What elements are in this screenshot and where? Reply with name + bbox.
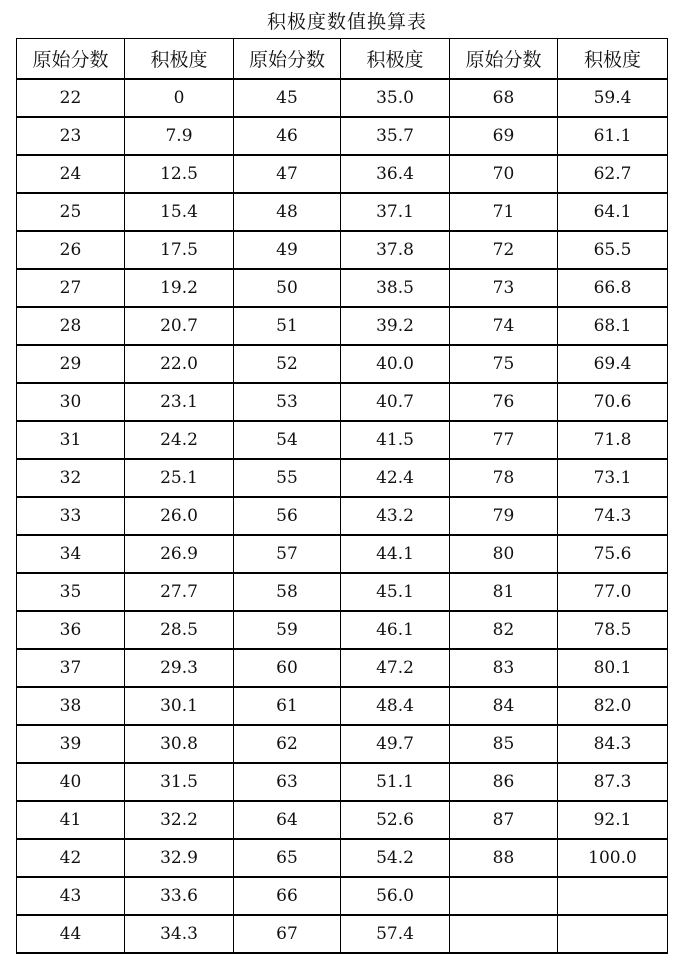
positivity-cell: 68.1 (558, 307, 668, 345)
header-raw-score-3: 原始分数 (450, 39, 558, 80)
raw-score-cell: 85 (450, 725, 558, 763)
raw-score-cell: 76 (450, 383, 558, 421)
table-row (17, 383, 668, 421)
raw-score-cell: 54 (234, 421, 341, 459)
positivity-cell: 23.1 (125, 383, 234, 421)
header-positivity-1: 积极度 (125, 39, 234, 80)
raw-score-cell: 75 (450, 345, 558, 383)
positivity-cell: 28.5 (125, 611, 234, 649)
positivity-cell: 48.4 (341, 687, 450, 725)
table-row (17, 459, 668, 497)
raw-score-cell: 42 (17, 839, 125, 877)
positivity-cell: 57.4 (341, 915, 450, 953)
raw-score-cell: 30 (17, 383, 125, 421)
raw-score-cell: 74 (450, 307, 558, 345)
raw-score-cell: 48 (234, 193, 341, 231)
positivity-cell: 35.7 (341, 117, 450, 155)
positivity-cell: 61.1 (558, 117, 668, 155)
raw-score-cell (450, 877, 558, 915)
positivity-cell: 34.3 (125, 915, 234, 953)
positivity-cell: 40.7 (341, 383, 450, 421)
raw-score-cell: 56 (234, 497, 341, 535)
header-positivity-2: 积极度 (341, 39, 450, 80)
raw-score-cell: 73 (450, 269, 558, 307)
conversion-table (16, 38, 668, 954)
positivity-cell: 52.6 (341, 801, 450, 839)
header-positivity-3: 积极度 (558, 39, 668, 80)
raw-score-cell: 72 (450, 231, 558, 269)
header-row (17, 39, 668, 80)
positivity-cell: 46.1 (341, 611, 450, 649)
header-raw-score-1: 原始分数 (17, 39, 125, 80)
raw-score-cell: 80 (450, 535, 558, 573)
raw-score-cell: 26 (17, 231, 125, 269)
positivity-cell: 37.8 (341, 231, 450, 269)
table-row (17, 535, 668, 573)
table-row (17, 117, 668, 155)
positivity-cell: 70.6 (558, 383, 668, 421)
raw-score-cell: 83 (450, 649, 558, 687)
raw-score-cell: 78 (450, 459, 558, 497)
positivity-cell: 30.8 (125, 725, 234, 763)
positivity-cell: 73.1 (558, 459, 668, 497)
positivity-cell: 75.6 (558, 535, 668, 573)
positivity-cell: 25.1 (125, 459, 234, 497)
raw-score-cell: 84 (450, 687, 558, 725)
positivity-cell: 30.1 (125, 687, 234, 725)
table-row (17, 231, 668, 269)
table-row (17, 307, 668, 345)
raw-score-cell: 38 (17, 687, 125, 725)
positivity-cell: 24.2 (125, 421, 234, 459)
positivity-cell: 42.4 (341, 459, 450, 497)
raw-score-cell: 40 (17, 763, 125, 801)
positivity-cell: 69.4 (558, 345, 668, 383)
positivity-cell: 66.8 (558, 269, 668, 307)
positivity-cell: 7.9 (125, 117, 234, 155)
positivity-cell: 17.5 (125, 231, 234, 269)
positivity-cell: 59.4 (558, 79, 668, 117)
positivity-cell: 43.2 (341, 497, 450, 535)
table-row (17, 345, 668, 383)
positivity-cell: 64.1 (558, 193, 668, 231)
raw-score-cell: 49 (234, 231, 341, 269)
positivity-cell: 71.8 (558, 421, 668, 459)
raw-score-cell: 24 (17, 155, 125, 193)
raw-score-cell: 27 (17, 269, 125, 307)
positivity-cell (558, 877, 668, 915)
table-row (17, 79, 668, 117)
table-row (17, 421, 668, 459)
raw-score-cell: 71 (450, 193, 558, 231)
positivity-cell: 0 (125, 79, 234, 117)
raw-score-cell: 61 (234, 687, 341, 725)
positivity-cell: 100.0 (558, 839, 668, 877)
raw-score-cell: 70 (450, 155, 558, 193)
raw-score-cell: 32 (17, 459, 125, 497)
table-row (17, 877, 668, 915)
positivity-cell: 65.5 (558, 231, 668, 269)
raw-score-cell: 53 (234, 383, 341, 421)
raw-score-cell: 25 (17, 193, 125, 231)
table-row (17, 269, 668, 307)
positivity-cell: 35.0 (341, 79, 450, 117)
positivity-cell: 12.5 (125, 155, 234, 193)
positivity-cell: 49.7 (341, 725, 450, 763)
positivity-cell: 82.0 (558, 687, 668, 725)
table-row (17, 915, 668, 953)
raw-score-cell: 64 (234, 801, 341, 839)
positivity-cell: 77.0 (558, 573, 668, 611)
raw-score-cell (450, 915, 558, 953)
raw-score-cell: 88 (450, 839, 558, 877)
raw-score-cell: 22 (17, 79, 125, 117)
raw-score-cell: 52 (234, 345, 341, 383)
raw-score-cell: 79 (450, 497, 558, 535)
raw-score-cell: 51 (234, 307, 341, 345)
positivity-cell: 80.1 (558, 649, 668, 687)
raw-score-cell: 43 (17, 877, 125, 915)
header-raw-score-2: 原始分数 (234, 39, 341, 80)
positivity-cell: 41.5 (341, 421, 450, 459)
raw-score-cell: 33 (17, 497, 125, 535)
raw-score-cell: 44 (17, 915, 125, 953)
positivity-cell: 47.2 (341, 649, 450, 687)
table-row (17, 497, 668, 535)
table-header (17, 39, 668, 80)
positivity-cell: 33.6 (125, 877, 234, 915)
raw-score-cell: 57 (234, 535, 341, 573)
raw-score-cell: 36 (17, 611, 125, 649)
raw-score-cell: 47 (234, 155, 341, 193)
positivity-cell: 45.1 (341, 573, 450, 611)
raw-score-cell: 23 (17, 117, 125, 155)
positivity-cell: 62.7 (558, 155, 668, 193)
raw-score-cell: 46 (234, 117, 341, 155)
raw-score-cell: 69 (450, 117, 558, 155)
raw-score-cell: 66 (234, 877, 341, 915)
positivity-cell: 32.9 (125, 839, 234, 877)
positivity-cell: 19.2 (125, 269, 234, 307)
raw-score-cell: 39 (17, 725, 125, 763)
raw-score-cell: 29 (17, 345, 125, 383)
positivity-cell: 39.2 (341, 307, 450, 345)
raw-score-cell: 60 (234, 649, 341, 687)
table-row (17, 155, 668, 193)
positivity-cell (558, 915, 668, 953)
table-row (17, 687, 668, 725)
raw-score-cell: 65 (234, 839, 341, 877)
table-row (17, 725, 668, 763)
raw-score-cell: 62 (234, 725, 341, 763)
positivity-cell: 26.0 (125, 497, 234, 535)
positivity-cell: 56.0 (341, 877, 450, 915)
raw-score-cell: 82 (450, 611, 558, 649)
positivity-cell: 44.1 (341, 535, 450, 573)
raw-score-cell: 31 (17, 421, 125, 459)
table-row (17, 573, 668, 611)
positivity-cell: 51.1 (341, 763, 450, 801)
raw-score-cell: 41 (17, 801, 125, 839)
table-row (17, 611, 668, 649)
positivity-cell: 36.4 (341, 155, 450, 193)
raw-score-cell: 87 (450, 801, 558, 839)
raw-score-cell: 67 (234, 915, 341, 953)
positivity-cell: 87.3 (558, 763, 668, 801)
table-body (17, 79, 668, 953)
table-row (17, 193, 668, 231)
positivity-cell: 27.7 (125, 573, 234, 611)
table-row (17, 763, 668, 801)
raw-score-cell: 55 (234, 459, 341, 497)
positivity-cell: 32.2 (125, 801, 234, 839)
positivity-cell: 37.1 (341, 193, 450, 231)
raw-score-cell: 63 (234, 763, 341, 801)
raw-score-cell: 81 (450, 573, 558, 611)
positivity-cell: 40.0 (341, 345, 450, 383)
table-row (17, 649, 668, 687)
positivity-cell: 20.7 (125, 307, 234, 345)
raw-score-cell: 28 (17, 307, 125, 345)
raw-score-cell: 35 (17, 573, 125, 611)
table-row (17, 839, 668, 877)
positivity-cell: 92.1 (558, 801, 668, 839)
positivity-cell: 15.4 (125, 193, 234, 231)
positivity-cell: 26.9 (125, 535, 234, 573)
raw-score-cell: 59 (234, 611, 341, 649)
positivity-cell: 54.2 (341, 839, 450, 877)
positivity-cell: 78.5 (558, 611, 668, 649)
raw-score-cell: 45 (234, 79, 341, 117)
raw-score-cell: 37 (17, 649, 125, 687)
positivity-cell: 31.5 (125, 763, 234, 801)
positivity-cell: 29.3 (125, 649, 234, 687)
positivity-cell: 38.5 (341, 269, 450, 307)
positivity-cell: 84.3 (558, 725, 668, 763)
raw-score-cell: 77 (450, 421, 558, 459)
page-title: 积极度数值换算表 (266, 11, 427, 33)
raw-score-cell: 58 (234, 573, 341, 611)
positivity-cell: 74.3 (558, 497, 668, 535)
table-row (17, 801, 668, 839)
raw-score-cell: 86 (450, 763, 558, 801)
raw-score-cell: 68 (450, 79, 558, 117)
positivity-cell: 22.0 (125, 345, 234, 383)
raw-score-cell: 34 (17, 535, 125, 573)
raw-score-cell: 50 (234, 269, 341, 307)
